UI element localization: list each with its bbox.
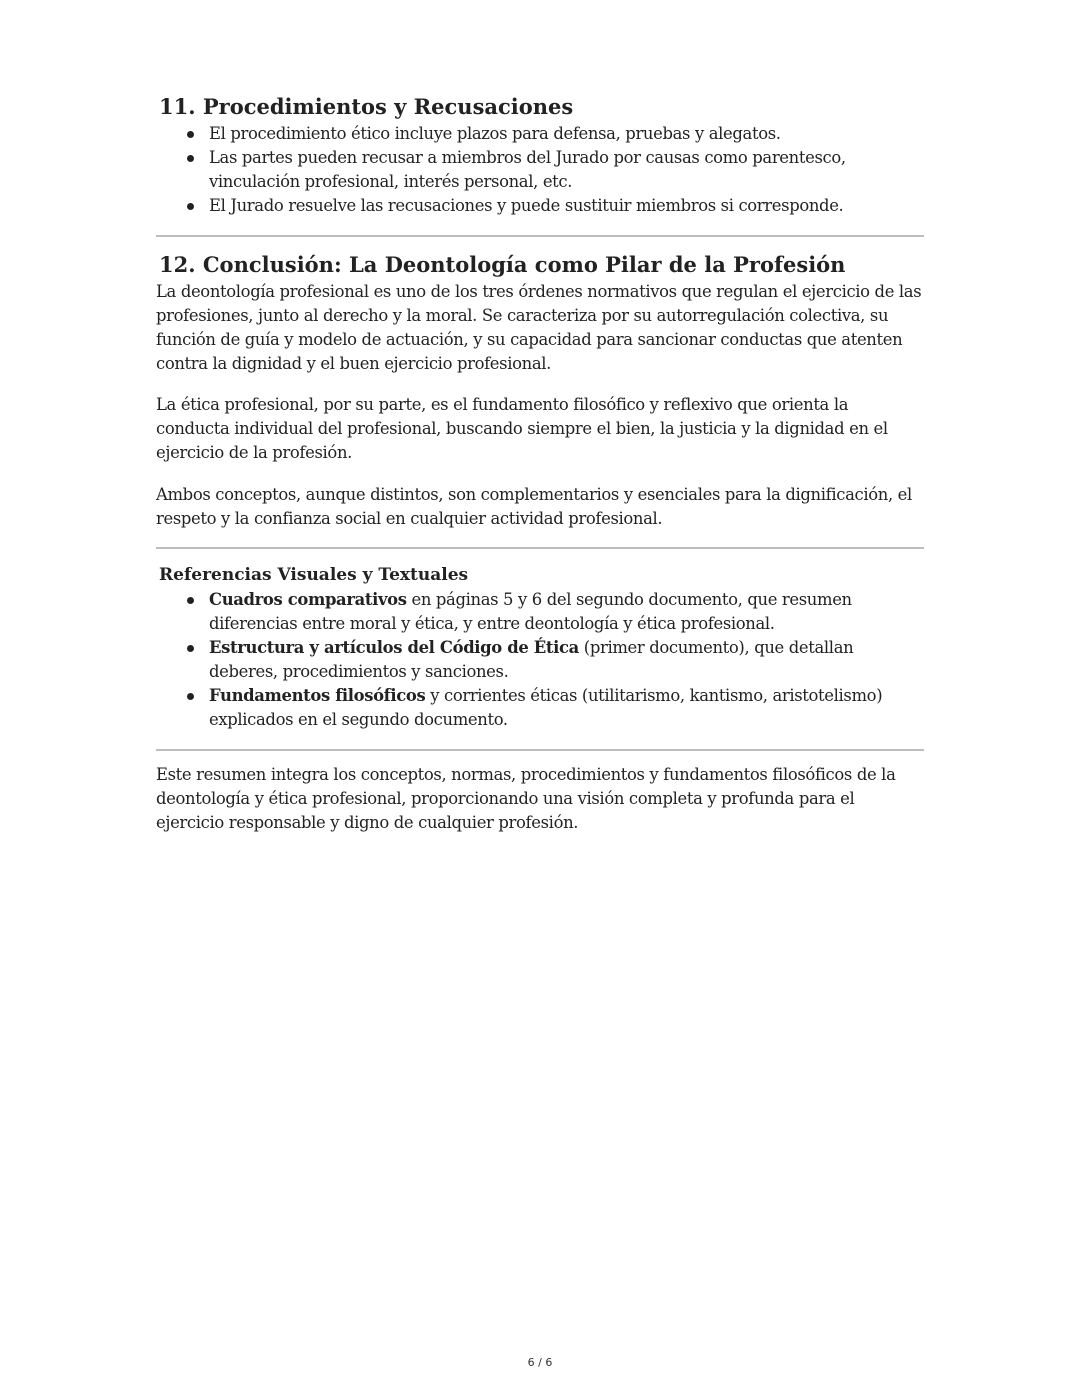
list-item-bold: Estructura y artículos del Código de Ética <box>209 638 579 657</box>
closing-paragraph: Este resumen integra los conceptos, normas, procedimientos y fundamentos filosóficos de la deontología y ética profesional, proporcionando una visión completa y profunda para el ejercicio responsable y digno de cualquier profesión. <box>156 765 896 832</box>
bullet-icon <box>187 693 194 700</box>
bullet-icon <box>187 155 194 162</box>
list-item-bold: Cuadros comparativos <box>209 590 407 609</box>
conclusion-paragraph: Ambos conceptos, aunque distintos, son complementarios y esenciales para la dignificación, el respeto y la confianza social en cualquier actividad profesional. <box>156 485 912 528</box>
list-item-bold: Fundamentos filosóficos <box>209 686 426 705</box>
list-item <box>209 194 924 218</box>
list-item-text: Las partes pueden recusar a miembros del Jurado por causas como parentesco, vinculación profesional, interés personal, etc. <box>209 148 846 191</box>
page-number: 6 / 6 <box>527 1356 553 1369</box>
list-item-text: (primer documento), que detallan deberes, procedimientos y sanciones. <box>209 638 854 681</box>
list-item <box>209 122 924 146</box>
list-item <box>209 588 924 636</box>
list-item <box>209 684 924 732</box>
section-11-list <box>156 122 924 218</box>
bullet-icon <box>187 131 194 138</box>
bullet-icon <box>187 597 194 604</box>
section-11-heading: 11. Procedimientos y Recusaciones <box>159 94 574 119</box>
section-divider <box>156 547 924 549</box>
section-divider <box>156 749 924 751</box>
conclusion-paragraph: La deontología profesional es uno de los tres órdenes normativos que regulan el ejercicio de las profesiones, junto al derecho y la moral. Se caracteriza por su autorregulación colectiva, su función de guía y modelo de actuación, y su capacidad para sancionar conductas que atenten contra la dignidad y el buen ejercicio profesional. <box>156 282 922 373</box>
section-12-heading: 12. Conclusión: La Deontología como Pilar de la Profesión <box>159 252 846 277</box>
list-item-text: en páginas 5 y 6 del segundo documento, que resumen diferencias entre moral y ética, y entre deontología y ética profesional. <box>209 590 852 633</box>
bullet-icon <box>187 203 194 210</box>
document-page <box>156 92 924 835</box>
references-heading: Referencias Visuales y Textuales <box>159 565 469 585</box>
section-divider <box>156 235 924 237</box>
list-item-text: El procedimiento ético incluye plazos para defensa, pruebas y alegatos. <box>209 124 781 143</box>
list-item <box>209 636 924 684</box>
list-item-text: El Jurado resuelve las recusaciones y puede sustituir miembros si corresponde. <box>209 196 844 215</box>
list-item-text: y corrientes éticas (utilitarismo, kantismo, aristotelismo) explicados en el segundo documento. <box>209 686 883 729</box>
references-list <box>156 588 924 732</box>
list-item <box>209 146 924 194</box>
bullet-icon <box>187 645 194 652</box>
conclusion-paragraph: La ética profesional, por su parte, es el fundamento filosófico y reflexivo que orienta la conducta individual del profesional, buscando siempre el bien, la justicia y la dignidad en el ejercicio de la profesión. <box>156 395 888 462</box>
